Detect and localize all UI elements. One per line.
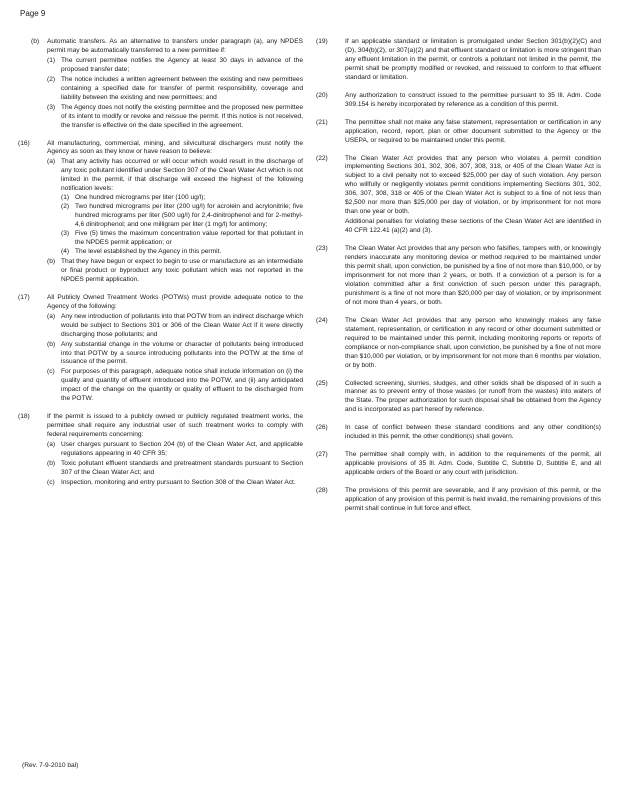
sub-text: One hundred micrograms per liter (100 ug/l);	[75, 194, 206, 202]
sub-marker: (1)	[47, 56, 56, 64]
condition-text: In case of conflict between these standard conditions and any other condition(s) included in this permit, the other condition(s) shall govern.	[345, 424, 601, 441]
condition-text: The permittee shall comply with, in addition to the requirements of the permit, all applicable provisions of 35 Ill. Adm. Code, Subtitle C, Subtitle D, Subtitle E, and all applicable orders of the Board or any court with jurisdiction.	[345, 451, 601, 477]
sub-marker: (3)	[47, 103, 56, 111]
condition-number: (19)	[316, 38, 328, 45]
sub-text: Any substantial change in the volume or character of pollutants being introduced into that POTW by a source introducing pollutants into the POTW at the time of issuance of the permit.	[61, 340, 303, 366]
condition-text: The Clean Water Act provides that any person who knowingly makes any false statement, representation, or certification in any record or other document submitted or required to be maintained under this permit, including monitoring reports or reports of compliance or non-compliance shall, upon conviction, be punished by a fine of not more than $10,000 per violation, or by imprisonment for not more than 6 months per violation, or by both.	[345, 316, 601, 369]
condition-number: (24)	[316, 316, 328, 324]
condition-26	[316, 424, 601, 442]
sub-text: Five (5) times the maximum concentration value reported for that pollutant in the NPDES permit application; or	[75, 230, 303, 247]
condition-number: (23)	[316, 245, 328, 253]
sub-marker: (b)	[47, 340, 56, 348]
sub-item	[47, 460, 303, 478]
condition-text: If an applicable standard or limitation is promulgated under Section 301(b)(2)(C) and (D), 304(b)(2), or 307(a)(2) and that effluent standard or limitation is more stringent than any effluent limitation in the permit, or controls a pollutant not limited in the permit, the permit shall be promptly modified or revoked, and reissued to conform to that effluent standard or limitation.	[345, 38, 601, 81]
sub-item	[47, 158, 303, 194]
left-column	[18, 38, 303, 497]
condition-25	[316, 380, 601, 416]
condition-text: Automatic transfers. As an alternative to transfers under paragraph (a), any NPDES permit may be automatically transferred to a new permittee if:	[47, 38, 303, 54]
condition-21	[316, 119, 601, 146]
sub-item	[47, 104, 303, 131]
sub-marker: (b)	[47, 459, 56, 467]
sub-text: The Agency does not notify the existing permittee and the proposed new permittee of its intent to modify or revoke and reissue the permit. If this notice is not received, the transfer is effective on the date specified in the agreement.	[61, 103, 303, 129]
condition-number: (18)	[18, 413, 30, 421]
sub-text: The level established by the Agency in this permit.	[75, 247, 222, 255]
condition-text: Collected screening, slurries, sludges, and other solids shall be disposed of in such a manner as to prevent entry of those wastes (or runoff from the wastes) into waters of the State. The proper authorization for such disposal shall be obtained from the Agency and is incorporated as part hereof by reference.	[345, 379, 601, 414]
sub-marker: (a)	[47, 312, 56, 320]
condition-marker: (b)	[31, 38, 40, 45]
condition-text: All manufacturing, commercial, mining, and silvicultural dischargers must notify the Agency as soon as they know or have reason to believe:	[47, 139, 303, 156]
sub-sub-item	[61, 230, 303, 248]
condition-number: (21)	[316, 118, 328, 126]
sub-item	[47, 341, 303, 368]
condition-27	[316, 451, 601, 478]
condition-number: (16)	[18, 139, 30, 147]
sub-marker: (2)	[61, 203, 70, 211]
sub-item	[47, 313, 303, 340]
sub-marker: (c)	[47, 478, 55, 486]
sub-text: Toxic pollutant effluent standards and pretreatment standards pursuant to Section 307 of the Clean Water Act; and	[61, 459, 303, 476]
sub-marker: (2)	[47, 75, 56, 83]
condition-text: If the permit is issued to a publicly owned or publicly regulated treatment works, the permittee shall require any industrial user of such treatment works to comply with federal requirements concerning:	[47, 413, 303, 439]
sub-sub-item	[61, 248, 303, 257]
sub-text: Any new introduction of pollutants into that POTW from an indirect discharge which would be subject to Sections 301 or 306 of the Clean Water Act if it were directly discharging those pollutants; and	[61, 312, 303, 338]
condition-number: (27)	[316, 451, 328, 459]
page-number: Page 9	[20, 9, 46, 18]
condition-23	[316, 245, 601, 308]
condition-number: (25)	[316, 379, 328, 387]
condition-17	[18, 294, 303, 404]
revision-footer: (Rev. 7-9-2010 bal)	[22, 762, 79, 769]
condition-number: (20)	[316, 91, 328, 99]
condition-text: The permittee shall not make any false statement, representation or certification in any application, record, report, plan or other document submitted to the Agency or the USEPA, or required to be maintained under this permit.	[345, 118, 601, 144]
sub-item	[47, 441, 303, 459]
sub-text: Inspection, monitoring and entry pursuant to Section 308 of the Clean Water Act.	[61, 478, 296, 486]
sub-marker: (b)	[47, 257, 56, 265]
sub-item	[47, 57, 303, 75]
condition-number: (17)	[18, 293, 30, 301]
condition-18	[18, 413, 303, 488]
sub-sub-item	[61, 194, 303, 203]
condition-text: The Clean Water Act provides that any person who violates a permit condition implementing Sections 301, 302, 306, 307, 308, 318, or 405 of the Clean Water Act is subject to a civil penalty not to exceed $25,000 per day of such violation. Any person who willfully or negligently violates permit conditions implementing Sections 301, 302, 306, 307, 308, 318 or 405 of the Clean Water Act is subject to a fine of not less than $2,500 nor more than $25,000 per day of violation, or by imprisonment for not more than one year or both.	[345, 154, 601, 216]
condition-text: Any authorization to construct issued to the permittee pursuant to 35 Ill. Adm. Code 309.154 is hereby incorporated by reference as a condition of this permit.	[345, 91, 601, 108]
sub-text: The notice includes a written agreement between the existing and new permittees containing a specified date for transfer of permit responsibility, coverage and liability between the existing and new permittees; and	[61, 75, 303, 101]
sub-item	[47, 368, 303, 404]
sub-text: The current permittee notifies the Agency at least 30 days in advance of the proposed transfer date;	[61, 56, 303, 73]
sub-text: User charges pursuant to Section 204 (b) of the Clean Water Act, and applicable regulations appearing in 40 CFR 35;	[61, 441, 303, 458]
condition-text: The provisions of this permit are severable, and if any provision of this permit, or the application of any provision of this permit is held invalid, the remaining provisions of this permit shall continue in full force and effect.	[345, 487, 601, 512]
sub-text: That they have begun or expect to begin to use or manufacture as an intermediate or final product or byproduct any toxic pollutant which was not reported in the NPDES permit application.	[61, 257, 303, 283]
sub-marker: (a)	[47, 158, 56, 166]
sub-marker: (1)	[61, 194, 70, 202]
condition-paragraph: Additional penalties for violating these sections of the Clean Water Act are identified in 40 CFR 122.41 (a)(2) and (3).	[345, 218, 601, 235]
sub-marker: (a)	[47, 441, 56, 449]
condition-text: All Publicly Owned Treatment Works (POTWs) must provide adequate notice to the Agency of the following:	[47, 293, 303, 310]
sub-marker: (4)	[61, 247, 70, 255]
condition-number: (22)	[316, 154, 328, 162]
sub-marker: (3)	[61, 230, 70, 238]
sub-item	[47, 258, 303, 285]
condition-16	[18, 140, 303, 285]
condition-19	[316, 38, 601, 83]
sub-text: Two hundred micrograms per liter (200 ug/l) for acrolein and acrylonitrile; five hundred micrograms per liter (500 ug/l) for 2,4-dinitrophenol and for 2-methyl-4,6 dinitrophenol; and one milligram per liter (1 mg/l) for antimony;	[75, 203, 303, 229]
condition-22	[316, 155, 601, 237]
condition-15b	[31, 38, 303, 131]
sub-text: For purposes of this paragraph, adequate notice shall include information on (i) the quality and quantity of effluent introduced into the POTW, and (ii) any anticipated impact of the change on the quantity or quality of effluent to be discharged from the POTW.	[61, 368, 303, 403]
sub-marker: (c)	[47, 368, 55, 376]
sub-text: That any activity has occurred or will occur which would result in the discharge of any toxic pollutant identified under Section 307 of the Clean Water Act which is not limited in the permit, if that discharge will exceed the highest of the following notification levels:	[61, 158, 303, 193]
condition-24	[316, 317, 601, 371]
right-column	[316, 38, 601, 523]
sub-item	[47, 76, 303, 103]
condition-20	[316, 92, 601, 110]
sub-item	[47, 479, 303, 488]
condition-28	[316, 487, 601, 514]
condition-number: (28)	[316, 487, 328, 495]
condition-number: (26)	[316, 424, 328, 432]
sub-sub-item	[61, 203, 303, 230]
condition-text: The Clean Water Act provides that any person who falsifies, tampers with, or knowingly renders inaccurate any monitoring device or method required to be maintained under this permit shall, upon conviction, be punished by a fine of not more than $10,000, or by imprisonment for not more than 2 years, or both. If a conviction of a person is for a violation committed after a first conviction of such person under this paragraph, punishment is a fine of not more than $20,000 per day of violation, or by imprisonment of not more than 4 years, or both.	[345, 245, 601, 306]
